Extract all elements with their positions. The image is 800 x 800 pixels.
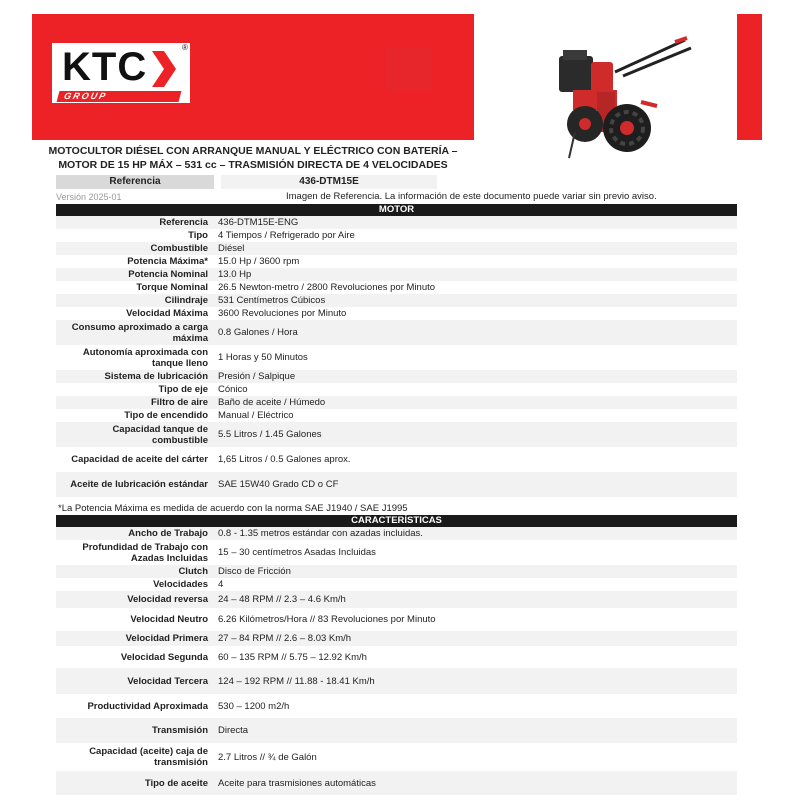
features-section-header: CARACTERÍSTICAS: [56, 515, 737, 527]
spec-row: [56, 578, 737, 591]
spec-value: Diésel: [218, 243, 245, 254]
spec-label: Sistema de lubricación: [104, 371, 208, 382]
spec-row: [56, 216, 737, 229]
motor-spec-table: [56, 216, 737, 497]
spec-row: [56, 383, 737, 396]
spec-value: Disco de Fricción: [218, 566, 291, 577]
spec-value: 436-DTM15E-ENG: [218, 217, 299, 228]
power-footnote: *La Potencia Máxima es medida de acuerdo con la norma SAE J1940 / SAE J1995: [58, 503, 408, 514]
title-line-2: MOTOR DE 15 HP MÁX – 531 cc – TRASMISIÓN DIRECTA DE 4 VELOCIDADES: [58, 159, 448, 171]
spec-row: [56, 447, 737, 472]
tiller-image: [545, 32, 695, 162]
logo-brand: KTC: [62, 45, 148, 89]
spec-label: Tipo de encendido: [124, 410, 208, 421]
spec-label: Profundidad de Trabajo con Azadas Incluidas: [82, 541, 208, 564]
document-version: Versión 2025-01: [56, 192, 122, 202]
features-spec-table: [56, 527, 737, 795]
spec-label: Capacidad tanque de combustible: [112, 423, 208, 446]
spec-value: 6.26 Kilómetros/Hora // 83 Revoluciones por Minuto: [218, 614, 436, 625]
spec-value: Manual / Eléctrico: [218, 410, 294, 421]
spec-row: [56, 320, 737, 345]
spec-value: 60 – 135 RPM // 5.75 – 12.92 Km/h: [218, 651, 367, 663]
spec-value: 1,65 Litros / 0.5 Galones aprox.: [218, 454, 351, 465]
spec-row: [56, 646, 737, 668]
logo-chevron-icon: [148, 49, 178, 89]
spec-label: Aceite de lubricación estándar: [70, 479, 208, 490]
spec-label: Clutch: [178, 566, 208, 577]
spec-label: Velocidad Segunda: [120, 651, 208, 663]
spec-value: 24 – 48 RPM // 2.3 – 4.6 Km/h: [218, 594, 346, 605]
spec-label: Tipo: [188, 230, 208, 241]
spec-value: 5.5 Litros / 1.45 Galones: [218, 429, 322, 440]
logo-group-label: GROUP: [57, 91, 182, 102]
spec-label: Velocidad Primera: [125, 633, 208, 644]
spec-row: [56, 631, 737, 646]
spec-row: [56, 370, 737, 383]
spec-value: 4: [218, 579, 224, 590]
reference-label: Referencia: [56, 175, 214, 189]
spec-row: [56, 307, 737, 320]
spec-label: Transmisión: [152, 725, 208, 736]
spec-value: 1 Horas y 50 Minutos: [218, 352, 308, 363]
reference-value: 436-DTM15E: [221, 175, 437, 189]
spec-label: Velocidad Tercera: [127, 675, 208, 687]
spec-label: Potencia Nominal: [128, 269, 208, 280]
spec-value: 26.5 Newton-metro / 2800 Revoluciones por Minuto: [218, 282, 436, 293]
spec-label: Productividad Aproximada: [87, 700, 208, 712]
motor-section-header: MOTOR: [56, 204, 737, 216]
spec-value: 2.7 Litros // ¾ de Galón: [218, 751, 317, 763]
spec-value: 4 Tiempos / Refrigerado por Aire: [218, 230, 355, 241]
spec-value: 531 Centímetros Cúbicos: [218, 295, 326, 306]
spec-label: Autonomía aproximada con tanque lleno: [82, 346, 208, 369]
logo-registered-mark: ®: [182, 43, 188, 52]
spec-row: [56, 255, 737, 268]
spec-row: [56, 694, 737, 718]
spec-label: Cilindraje: [164, 295, 208, 306]
header-accent-strip: [737, 14, 762, 140]
spec-value: Aceite para trasmisiones automáticas: [218, 777, 376, 789]
spec-value: Directa: [218, 725, 249, 736]
spec-row: [56, 608, 737, 631]
spec-row: [56, 527, 737, 540]
spec-row: [56, 345, 737, 370]
spec-value: 530 – 1200 m2/h: [218, 700, 290, 712]
spec-label: Velocidad reversa: [127, 594, 208, 605]
spec-row: [56, 743, 737, 771]
spec-label: Torque Nominal: [136, 282, 208, 293]
ktc-logo: [52, 43, 190, 103]
spec-value: 15 – 30 centímetros Asadas Incluidas: [218, 547, 376, 558]
spec-label: Velocidad Neutro: [130, 614, 208, 625]
spec-label: Ancho de Trabajo: [128, 528, 208, 539]
spec-label: Consumo aproximado a carga máxima: [71, 321, 208, 344]
spec-label: Tipo de aceite: [144, 777, 208, 789]
spec-row: [56, 771, 737, 795]
spec-row: [56, 591, 737, 608]
banner-decoration: [386, 48, 431, 90]
spec-row: [56, 294, 737, 307]
spec-value: 0.8 - 1.35 metros estándar con azadas incluidas.: [218, 528, 423, 539]
spec-label: Capacidad (aceite) caja de transmisión: [89, 746, 208, 768]
spec-label: Combustible: [150, 243, 208, 254]
spec-value: Cónico: [218, 384, 248, 395]
image-disclaimer: Imagen de Referencia. La información de este documento puede variar sin previo aviso.: [286, 191, 657, 202]
spec-row: [56, 668, 737, 694]
spec-label: Filtro de aire: [150, 397, 208, 408]
spec-label: Velocidades: [153, 579, 208, 590]
spec-row: [56, 396, 737, 409]
spec-value: 27 – 84 RPM // 2.6 – 8.03 Km/h: [218, 633, 352, 644]
spec-row: [56, 281, 737, 294]
spec-row: [56, 472, 737, 497]
product-title: [32, 144, 474, 172]
spec-value: 13.0 Hp: [218, 269, 252, 280]
spec-value: Presión / Salpique: [218, 371, 296, 382]
spec-label: Potencia Máxima*: [127, 256, 208, 267]
spec-value: 0.8 Galones / Hora: [218, 327, 298, 338]
spec-label: Velocidad Máxima: [126, 308, 208, 319]
spec-label: Tipo de eje: [158, 384, 208, 395]
spec-row: [56, 409, 737, 422]
spec-row: [56, 718, 737, 743]
spec-value: Baño de aceite / Húmedo: [218, 397, 326, 408]
spec-value: 3600 Revoluciones por Minuto: [218, 308, 347, 319]
spec-row: [56, 229, 737, 242]
spec-value: 15.0 Hp / 3600 rpm: [218, 256, 300, 267]
spec-value: 124 – 192 RPM // 11.88 - 18.41 Km/h: [218, 675, 375, 687]
spec-row: [56, 540, 737, 565]
spec-row: [56, 565, 737, 578]
spec-value: SAE 15W40 Grado CD o CF: [218, 479, 339, 490]
spec-label: Capacidad de aceite del cárter: [71, 454, 208, 465]
spec-row: [56, 268, 737, 281]
spec-row: [56, 242, 737, 255]
spec-label: Referencia: [159, 217, 208, 228]
spec-row: [56, 422, 737, 447]
title-line-1: MOTOCULTOR DIÉSEL CON ARRANQUE MANUAL Y ELÉCTRICO CON BATERÍA –: [48, 145, 458, 157]
